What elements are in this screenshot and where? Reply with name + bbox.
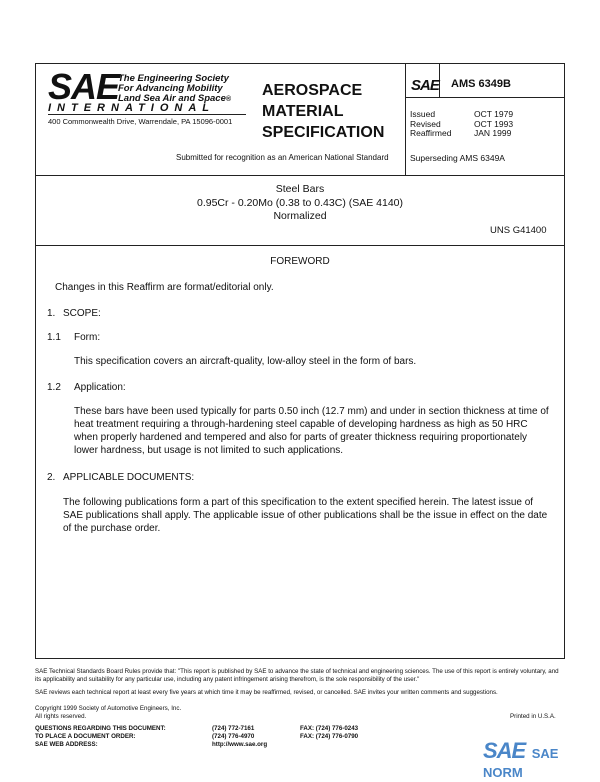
sae-norm-watermark (483, 738, 600, 782)
section-2-title: APPLICABLE DOCUMENTS: (63, 472, 195, 483)
title-divider (35, 245, 565, 246)
reaffirmed-value: JAN 1999 (474, 128, 512, 138)
issued-value: OCT 1979 (474, 109, 514, 119)
section-2-number: 2. (47, 472, 56, 483)
section-1-number: 1. (47, 308, 56, 319)
address: 400 Commonwealth Drive, Warrendale, PA 15096-0001 (48, 117, 233, 126)
tagline-line-3: Land Sea Air and Space (118, 93, 226, 104)
registered-mark: ® (225, 96, 232, 103)
sae-mark: SAE (411, 77, 439, 94)
sae-norm-logo: SAE (483, 738, 526, 763)
questions-label: QUESTIONS REGARDING THIS DOCUMENT: (35, 725, 166, 732)
revised-value: OCT 1993 (474, 118, 514, 129)
section-2-text: The following publications form a part of this specification to the extent specified herein. The latest issue of SAE publications shall apply. The applicable issue of other publications shall be the issue in effect on the date of the purchase order. (63, 497, 548, 534)
docnum-divider (405, 97, 565, 98)
sae-mark-divider (439, 63, 440, 97)
header-divider (35, 175, 565, 176)
document-title (35, 183, 565, 224)
spec-line-3: SPECIFICATION (262, 124, 385, 141)
foreword-heading: FOREWORD (270, 256, 330, 267)
section-1-2-number: 1.2 (47, 382, 61, 393)
spec-title (262, 80, 384, 143)
tagline-line-1: The Engineering Society (118, 73, 229, 84)
title-line-2: 0.95Cr - 0.20Mo (0.38 to 0.43C) (SAE 4140) (196, 196, 404, 209)
order-fax: FAX: (724) 776-0790 (300, 733, 359, 740)
uns-number: UNS G41400 (490, 225, 547, 236)
section-1-1-number: 1.1 (47, 332, 61, 343)
rights-reserved: All rights reserved. (35, 713, 87, 720)
submitted-note: Submitted for recognition as an American National Standard (176, 153, 389, 162)
tagline-line-2: For Advancing Mobility (118, 83, 223, 94)
title-line-3: Normalized (273, 210, 327, 222)
international-label: INTERNATIONAL (48, 102, 216, 114)
spec-line-1: AEROSPACE (262, 82, 363, 99)
header-column-divider (405, 63, 406, 175)
section-1-2-title: Application: (74, 382, 126, 393)
web-label: SAE WEB ADDRESS: (35, 741, 98, 748)
web-address-link[interactable]: http://www.sae.org (212, 741, 268, 748)
issued-label: Issued (410, 109, 436, 119)
section-1-1-text: This specification covers an aircraft-quality, low-alloy steel in the form of bars. (74, 356, 417, 367)
logo-underline (48, 114, 246, 115)
foreword-text: Changes in this Reaffirm are format/editorial only. (55, 282, 274, 293)
contact-labels (35, 725, 166, 749)
questions-fax: FAX: (724) 776-0243 (300, 725, 359, 732)
superseding: Superseding AMS 6349A (410, 153, 505, 163)
sae-logo: SAE (48, 66, 120, 107)
printed-in: Printed in U.S.A. (510, 713, 556, 720)
footer-disclaimer: SAE Technical Standards Board Rules provide that: "This report is published by SAE to advance the state of technical and engineering sciences. The use of this report is entirely voluntary, and its applicability and suitability for any particular use, including any patent infringement arising therefrom, is the sole responsibility of the user." (35, 668, 559, 683)
footer-review-note: SAE reviews each technical report at least every five years at which time it may be reaffirmed, revised, or cancelled. SAE invites your written comments and suggestions. (35, 689, 498, 696)
doc-number: AMS 6349B (451, 78, 511, 90)
dates-table (410, 110, 513, 139)
title-line-1: Steel Bars (275, 183, 325, 195)
society-tagline (118, 74, 231, 105)
copyright: Copyright 1999 Society of Automotive Engineers, Inc. (35, 705, 182, 712)
contact-values (212, 725, 267, 749)
order-phone: (724) 776-4970 (212, 733, 255, 740)
questions-phone: (724) 772-7161 (212, 725, 255, 732)
section-1-1-title: Form: (74, 332, 101, 343)
revised-label: Revised (410, 118, 441, 129)
sae-norm-text: SAE NORM (483, 746, 559, 780)
fax-values (300, 725, 358, 741)
section-1-title: SCOPE: (63, 308, 101, 319)
section-1-2-text: These bars have been used typically for parts 0.50 inch (12.7 mm) and under in section thickness at time of heat treatment requiring a through-hardening steel capable of developing hardness as high as 50 HRC when properly hardened and tempered and also for parts of greater thickness requiring proportionately lower hardness, but usage is not limited to such applications. (74, 406, 549, 456)
reaffirmed-label: Reaffirmed (410, 128, 452, 138)
spec-line-2: MATERIAL (262, 103, 344, 120)
order-label: TO PLACE A DOCUMENT ORDER: (35, 733, 136, 740)
